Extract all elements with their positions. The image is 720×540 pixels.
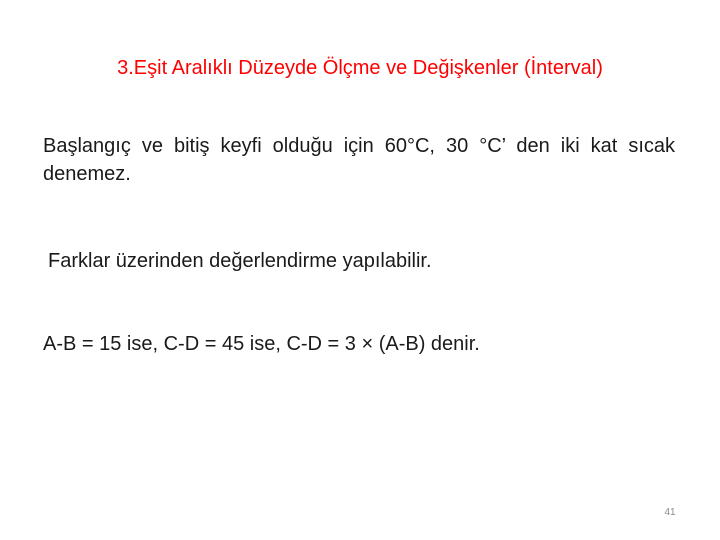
paragraph-difference-example: A-B = 15 ise, C-D = 45 ise, C-D = 3 × (A-B) denir.: [43, 333, 480, 355]
slide-title: 3.Eşit Aralıklı Düzeyde Ölçme ve Değişkenler (İnterval): [117, 57, 603, 79]
paragraph-interval-scale-temperature: Başlangıç ve bitiş keyfi olduğu için 60°C, 30 °C’ den iki kat sıcak denemez.: [43, 135, 675, 185]
page-number: 41: [664, 507, 676, 518]
paragraph-differences-evaluation: Farklar üzerinden değerlendirme yapılabilir.: [48, 250, 432, 272]
